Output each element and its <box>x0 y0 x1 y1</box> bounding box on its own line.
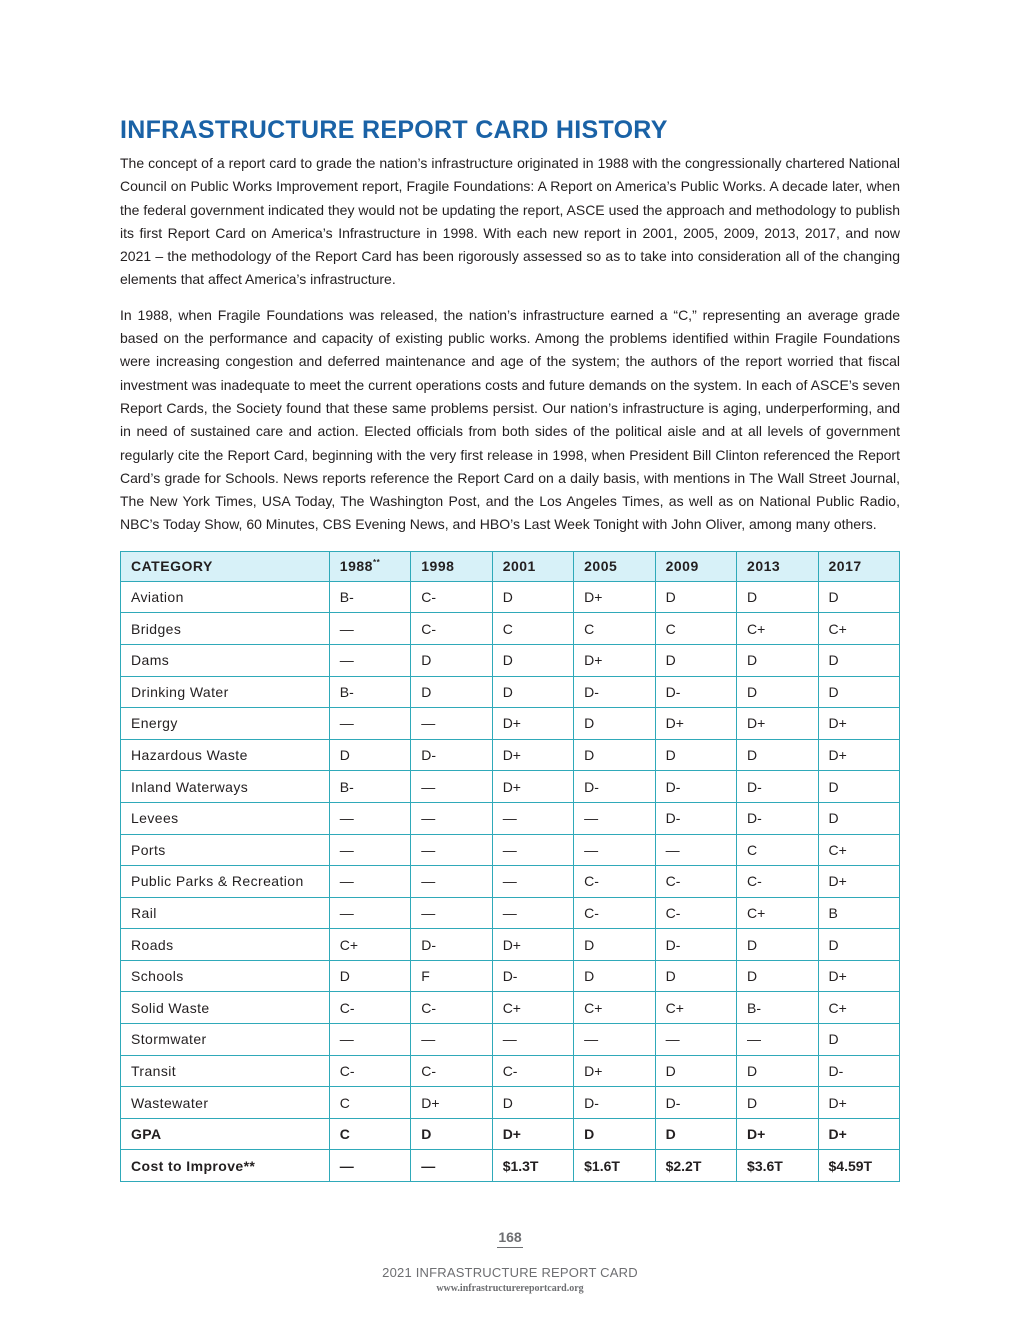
grade-cell: C- <box>737 866 818 898</box>
page-title: INFRASTRUCTURE REPORT CARD HISTORY <box>120 116 668 144</box>
category-cell: Drinking Water <box>121 676 330 708</box>
grade-cell: B- <box>737 992 818 1024</box>
grade-cell: D <box>737 581 818 613</box>
grade-cell: C- <box>655 866 736 898</box>
grade-cell: D <box>818 1024 900 1056</box>
footer-report-name: 2021 INFRASTRUCTURE REPORT CARD <box>382 1265 638 1280</box>
grade-cell: D- <box>411 929 492 961</box>
header-category: CATEGORY <box>121 551 330 581</box>
grade-cell: D <box>574 929 655 961</box>
grade-cell: — <box>574 834 655 866</box>
grade-cell: D+ <box>492 708 573 740</box>
grade-cell: D+ <box>492 929 573 961</box>
table-row <box>121 644 900 676</box>
grade-cell: D+ <box>574 581 655 613</box>
grades-table-body <box>121 581 900 1181</box>
header-1988 <box>329 551 410 581</box>
category-cell: Wastewater <box>121 1087 330 1119</box>
grade-cell: — <box>574 1024 655 1056</box>
grade-cell: D <box>411 1118 492 1150</box>
grade-cell: D <box>818 929 900 961</box>
table-row <box>121 866 900 898</box>
grade-cell: — <box>411 897 492 929</box>
grade-cell: C <box>655 613 736 645</box>
grade-cell: — <box>329 834 410 866</box>
table-header-row <box>121 551 900 581</box>
grade-cell: — <box>411 708 492 740</box>
table-row <box>121 676 900 708</box>
grade-cell: — <box>492 866 573 898</box>
grade-cell: D- <box>655 1087 736 1119</box>
grade-cell: D- <box>737 771 818 803</box>
grade-cell: D <box>492 676 573 708</box>
grade-cell: — <box>574 802 655 834</box>
grade-cell: — <box>655 834 736 866</box>
grade-cell: D <box>329 739 410 771</box>
grade-cell: $3.6T <box>737 1150 818 1182</box>
grade-cell: C+ <box>737 897 818 929</box>
grade-cell: D <box>818 802 900 834</box>
grade-cell: D+ <box>574 644 655 676</box>
grade-cell: — <box>329 644 410 676</box>
grade-cell: D+ <box>818 960 900 992</box>
grade-cell: — <box>737 1024 818 1056</box>
grade-cell: D <box>818 581 900 613</box>
grade-cell: D+ <box>818 708 900 740</box>
category-cell: Inland Waterways <box>121 771 330 803</box>
grade-cell: D- <box>492 960 573 992</box>
grade-cell: D+ <box>492 1118 573 1150</box>
table-row <box>121 613 900 645</box>
grade-cell: D <box>737 929 818 961</box>
grade-cell: D- <box>818 1055 900 1087</box>
grade-cell: D <box>574 708 655 740</box>
grade-cell: C+ <box>818 992 900 1024</box>
table-row <box>121 1024 900 1056</box>
grade-cell: C <box>329 1118 410 1150</box>
header-2009: 2009 <box>655 551 736 581</box>
category-cell: GPA <box>121 1118 330 1150</box>
table-summary-row <box>121 1118 900 1150</box>
category-cell: Bridges <box>121 613 330 645</box>
footer-url: www.infrastructurereportcard.org <box>436 1283 584 1294</box>
grade-cell: — <box>492 802 573 834</box>
grade-cell: D+ <box>737 708 818 740</box>
grade-cell: D+ <box>818 866 900 898</box>
category-cell: Stormwater <box>121 1024 330 1056</box>
grade-cell: D+ <box>818 739 900 771</box>
grade-cell: — <box>329 897 410 929</box>
grade-cell: D- <box>574 771 655 803</box>
grade-cell: D <box>737 676 818 708</box>
grade-cell: C- <box>655 897 736 929</box>
grade-cell: D <box>655 581 736 613</box>
grade-cell: C <box>492 613 573 645</box>
grade-cell: D <box>574 739 655 771</box>
grade-cell: C+ <box>655 992 736 1024</box>
category-cell: Dams <box>121 644 330 676</box>
grade-cell: C <box>574 613 655 645</box>
page-number-text: 168 <box>497 1229 522 1248</box>
category-cell: Roads <box>121 929 330 961</box>
category-cell: Solid Waste <box>121 992 330 1024</box>
grade-cell: C+ <box>737 613 818 645</box>
grade-cell: D <box>818 771 900 803</box>
grade-cell: B <box>818 897 900 929</box>
table-summary-row <box>121 1150 900 1182</box>
category-cell: Public Parks & Recreation <box>121 866 330 898</box>
grade-cell: — <box>411 802 492 834</box>
grade-cell: D <box>492 644 573 676</box>
category-cell: Transit <box>121 1055 330 1087</box>
grade-cell: D+ <box>655 708 736 740</box>
grade-cell: D- <box>574 676 655 708</box>
header-1998: 1998 <box>411 551 492 581</box>
table-row <box>121 834 900 866</box>
grade-cell: C- <box>574 866 655 898</box>
grade-cell: D <box>737 739 818 771</box>
table-row <box>121 771 900 803</box>
grade-cell: — <box>411 1150 492 1182</box>
grade-cell: D <box>655 1055 736 1087</box>
grade-cell: D- <box>737 802 818 834</box>
table-row <box>121 1055 900 1087</box>
category-cell: Cost to Improve** <box>121 1150 330 1182</box>
grade-cell: D <box>818 676 900 708</box>
grade-cell: C- <box>329 992 410 1024</box>
grade-cell: D <box>329 960 410 992</box>
category-cell: Rail <box>121 897 330 929</box>
grade-cell: — <box>655 1024 736 1056</box>
page-content <box>120 114 900 1182</box>
grade-cell: — <box>329 708 410 740</box>
grade-cell: B- <box>329 676 410 708</box>
table-row <box>121 739 900 771</box>
grade-cell: D+ <box>411 1087 492 1119</box>
grade-cell: D- <box>655 929 736 961</box>
grade-cell: C- <box>492 1055 573 1087</box>
grade-cell: C <box>737 834 818 866</box>
grade-cell: — <box>411 771 492 803</box>
grade-cell: D <box>737 644 818 676</box>
table-row <box>121 960 900 992</box>
grade-cell: D+ <box>818 1118 900 1150</box>
grade-cell: D+ <box>818 1087 900 1119</box>
category-cell: Energy <box>121 708 330 740</box>
grade-cell: D <box>655 1118 736 1150</box>
grade-cell: D- <box>655 676 736 708</box>
table-row <box>121 929 900 961</box>
table-row <box>121 802 900 834</box>
grade-cell: D <box>492 581 573 613</box>
grade-cell: D <box>737 1087 818 1119</box>
grade-cell: — <box>329 613 410 645</box>
grade-cell: C- <box>411 1055 492 1087</box>
grade-cell: B- <box>329 771 410 803</box>
grade-cell: B- <box>329 581 410 613</box>
header-2013: 2013 <box>737 551 818 581</box>
grade-cell: D <box>492 1087 573 1119</box>
grade-cell: C- <box>411 581 492 613</box>
grade-cell: $1.6T <box>574 1150 655 1182</box>
grade-cell: $1.3T <box>492 1150 573 1182</box>
grade-cell: D <box>737 960 818 992</box>
grade-cell: D- <box>655 771 736 803</box>
intro-paragraph: The concept of a report card to grade the nation’s infrastructure originated in 1988 with the congressionally chartered National Council on Public Works Improvement report, Fragile Foundations: A Report on America’s Public Works. A decade later, when the federal government indicated they would not be updating the report, ASCE used the approach and methodology to publish its first Report Card on America’s Infrastructure in 1998. With each new report in 2001, 2005, 2009, 2013, 2017, and now 2021 – the methodology of the Report Card has been rigorously assessed so as to take into consideration all of the changing elements that affect America’s infrastructure. <box>120 155 900 288</box>
grade-cell: — <box>329 802 410 834</box>
grade-cell: D <box>655 739 736 771</box>
grade-cell: $4.59T <box>818 1150 900 1182</box>
page-number <box>0 1229 1020 1245</box>
grade-cell: $2.2T <box>655 1150 736 1182</box>
grade-cell: — <box>329 1150 410 1182</box>
grade-cell: — <box>411 834 492 866</box>
grade-cell: C- <box>411 613 492 645</box>
category-cell: Ports <box>121 834 330 866</box>
table-row <box>121 708 900 740</box>
grade-cell: C <box>329 1087 410 1119</box>
grade-cell: — <box>492 897 573 929</box>
category-cell: Hazardous Waste <box>121 739 330 771</box>
grade-cell: C+ <box>818 834 900 866</box>
grade-cell: — <box>411 1024 492 1056</box>
header-2005: 2005 <box>574 551 655 581</box>
grade-cell: D+ <box>574 1055 655 1087</box>
grade-cell: F <box>411 960 492 992</box>
grade-cell: C+ <box>329 929 410 961</box>
grade-cell: C- <box>574 897 655 929</box>
grade-cell: — <box>329 1024 410 1056</box>
grade-cell: D+ <box>492 771 573 803</box>
category-cell: Schools <box>121 960 330 992</box>
grade-cell: D <box>655 644 736 676</box>
grade-cell: D- <box>655 802 736 834</box>
grade-cell: D <box>411 676 492 708</box>
grade-cell: D- <box>574 1087 655 1119</box>
grade-cell: D <box>737 1055 818 1087</box>
grade-cell: D- <box>411 739 492 771</box>
grade-cell: — <box>329 866 410 898</box>
grade-cell: D <box>574 1118 655 1150</box>
table-row <box>121 897 900 929</box>
grade-cell: — <box>492 834 573 866</box>
grade-cell: D <box>411 644 492 676</box>
grades-table <box>120 551 900 1182</box>
grade-cell: — <box>492 1024 573 1056</box>
header-1988-label: 1988 <box>339 558 373 575</box>
grade-cell: D+ <box>492 739 573 771</box>
category-cell: Aviation <box>121 581 330 613</box>
grade-cell: D <box>655 960 736 992</box>
grade-cell: C- <box>411 992 492 1024</box>
category-cell: Levees <box>121 802 330 834</box>
grade-cell: C+ <box>574 992 655 1024</box>
table-row <box>121 581 900 613</box>
table-row <box>121 992 900 1024</box>
grade-cell: C- <box>329 1055 410 1087</box>
grade-cell: C+ <box>818 613 900 645</box>
history-paragraph: In 1988, when Fragile Foundations was released, the nation’s infrastructure earned a “C,” representing an average grade based on the performance and capacity of existing public works. Among the problems identified within Fragile Foundations were increasing congestion and deferred maintenance and age of the system; the authors of the report worried that fiscal investment was inadequate to meet the current operations costs and future demands on the system. In each of ASCE’s seven Report Cards, the Society found that these same problems persist. Our nation’s infrastructure is aging, underperforming, and in need of sustained care and action. Elected officials from both sides of the political aisle and at all levels of government regularly cite the Report Card, beginning with the very first release in 1998, when President Bill Clinton referenced the Report Card’s grade for Schools. News reports reference the Report Card on a daily basis, with mentions in The Wall Street Journal, The New York Times, USA Today, The Washington Post, and the Los Angeles Times, as well as on National Public Radio, NBC’s Today Show, 60 Minutes, CBS Evening News, and HBO’s Last Week Tonight with John Oliver, among many others. <box>120 306 900 533</box>
grade-cell: D <box>818 644 900 676</box>
grade-cell: D <box>574 960 655 992</box>
grade-cell: — <box>411 866 492 898</box>
grade-cell: C+ <box>492 992 573 1024</box>
header-2017: 2017 <box>818 551 900 581</box>
header-footnote-mark: ** <box>372 558 381 568</box>
grade-cell: D+ <box>737 1118 818 1150</box>
header-2001: 2001 <box>492 551 573 581</box>
table-row <box>121 1087 900 1119</box>
